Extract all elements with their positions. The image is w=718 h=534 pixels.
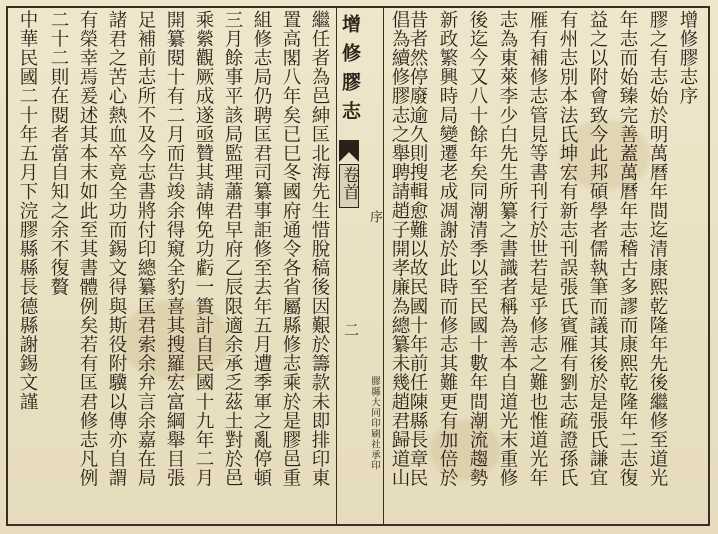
text-column: 後迄今又八十餘年矣同潮清季以至民國十數年間潮流趨勢: [467, 10, 488, 488]
text-column: 志為東萊李少白先生所纂之書識者稱為善本自道光末重修: [497, 10, 518, 488]
text-column: 三月餘事平該局監理蕭君早府乙辰限適余承乏茲土對於邑: [222, 10, 243, 488]
text-column: 新政繁興時局變遷老成凋謝於此時而修志其難更有加倍於: [437, 10, 458, 488]
text-column: 年志而始臻完善蓋萬曆年志稽古多謬而康熙乾隆年二志復: [617, 10, 638, 488]
spine-volume-label: 卷首: [339, 166, 359, 200]
text-column: 有州志別本法氏坤宏有新志刊誤張氏賓雁有劉志疏證孫氏: [557, 10, 578, 488]
spine-printer-mark: 膠縣大同印刷社承印: [369, 376, 380, 471]
spine-book-title: 增修膠志: [339, 14, 361, 130]
text-column: 雁有補修志管見等書刊行於世若是乎修志之難也惟道光年: [527, 10, 548, 488]
text-column: 膠之有志始於明萬曆年間迄清康熙乾隆年先後繼修至道光: [647, 10, 668, 488]
text-column: 有榮幸焉爰述其本末如此至其書體例矣若有匡君修志凡例: [77, 10, 98, 488]
text-column: 倡為續修膠志之舉聘請趙子開孝廉為總纂未幾趙君歸道山: [389, 10, 410, 488]
text-column: 繼任者為邑紳匡北海先生惜脫稿後因艱於籌款未即排印東: [309, 10, 330, 488]
text-column: 昔者然停廢逾久則搜輯愈難以故民國十年前任陳縣長章民: [407, 10, 428, 488]
spine-page-number: 二: [342, 322, 360, 337]
text-column: 益之以附會致今此邦碩學者儒執筆而議其後於是張氏謙宜: [587, 10, 608, 488]
text-column: 足補前志所不及今志書將付印總纂匡君索余弁言余嘉在局: [135, 10, 156, 488]
text-column: 二十二則在閱者當自知之余不復贅: [48, 10, 69, 297]
text-column: 組修志局仍聘匡君司纂事詎修至去年五月遭季軍之亂停頓: [251, 10, 272, 488]
signature-column: 中華民國二十年五月下浣膠縣縣長德縣謝錫文謹: [17, 10, 38, 412]
text-column: 乘縈觀厥成遂亟贊其請俾免功虧一簣計自民國十九年二月: [193, 10, 214, 488]
text-column: 諸君之苦心熱血卒竟全功而錫文得與斯役附驥以傳亦自謂: [106, 10, 127, 488]
spine-section-label: 序: [367, 210, 382, 223]
text-column: 開纂閱十有二月而告竣余得窺全豹喜其搜羅宏富綱舉目張: [164, 10, 185, 488]
preface-title: 增修膠志序: [677, 10, 698, 106]
text-column: 置高閣八年矣已巳冬國府通令各省屬縣修志乘於是膠邑重: [280, 10, 301, 488]
